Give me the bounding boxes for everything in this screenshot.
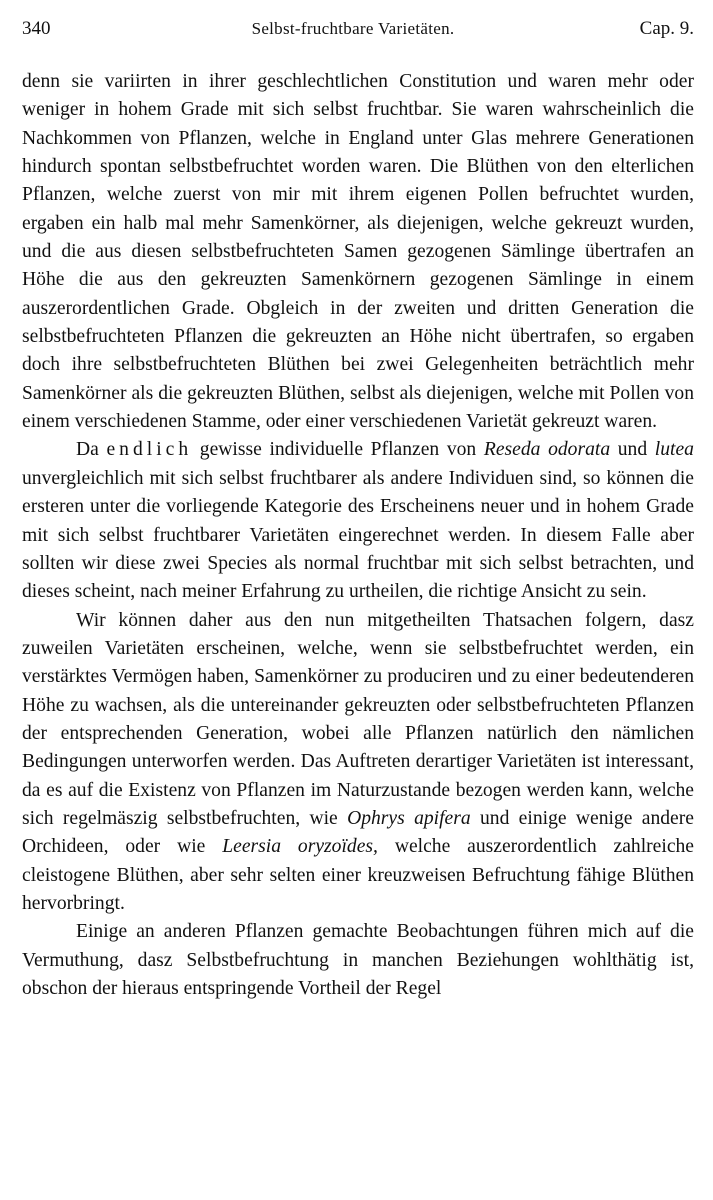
species-leersia-oryzoides: Leersia oryzoïdes, bbox=[222, 836, 378, 858]
paragraph-3-text-e: welche auszerordentlich zahlreiche cleistogene Blüthen, aber sehr selten einer kreuzweisen Befruchtung fähige Blüthen hervorbringt. bbox=[22, 836, 695, 914]
emphasis-endlich: endlich bbox=[106, 439, 193, 461]
species-ophrys-apifera: Ophrys apifera bbox=[347, 807, 471, 829]
paragraph-2 bbox=[22, 436, 694, 606]
species-lutea: lutea bbox=[654, 439, 694, 461]
paragraph-1: denn sie variirten in ihrer geschlechtlichen Constitution und waren mehr oder weniger in hohem Grade mit sich selbst fruchtbar. Sie waren wahrscheinlich die Nachkommen von Pflanzen, welche in England unter Glas mehrere Generationen hindurch spontan selbstbefruchtet worden waren. Die Blüthen von den elterlichen Pflanzen, welche zuerst von mir mit ihrem eigenen Pollen befruchtet wurden, ergaben ein halb mal mehr Samenkörner, als diejenigen, welche gekreuzt wurden, und die aus diesen selbstbefruchteten Samen gezogenen Sämlinge übertrafen an Höhe die aus den gekreuzten Samenkörnern gezogenen Sämlinge in einem auszerordentlichen Grade. Obgleich in der zweiten und dritten Generation die selbstbefruchteten Pflanzen die gekreuzten an Höhe nicht übertrafen, so ergaben doch ihre selbstbefruchteten Blüthen bei zwei Gelegenheiten beträchtlich mehr Samenkörner als die gekreuzten Blüthen, selbst als diejenigen, welche mit Pollen von einem verschiedenen Stamme, oder einer verschiedenen Varietät gekreuzt waren. bbox=[22, 71, 694, 433]
paragraph-4: Einige an anderen Pflanzen gemachte Beobachtungen führen mich auf die Vermuthung, dasz Selbstbefruchtung in manchen Beziehungen wohlthätig ist, obschon der hieraus entspringende Vortheil der Regel bbox=[22, 921, 694, 999]
paragraph-2-text-g: unvergleichlich mit sich selbst fruchtbarer als andere Individuen sind, so können die ersteren unter die vorliegende Kategorie des Erscheinens neuer und in hohem Grade mit sich selbst fruchtbarer Varietäten eingerechnet werden. In diesem Falle aber sollten wir diese zwei Species als normal fruchtbar mit sich selbst betrachten, und dieses scheint, nach meiner Erfahrung zu urtheilen, die richtige Ansicht zu sein. bbox=[22, 467, 694, 603]
paragraph-2-text-e: und bbox=[617, 439, 648, 461]
page-number: 340 bbox=[22, 18, 51, 39]
running-title: Selbst-fruchtbare Varietäten. bbox=[251, 19, 455, 38]
paragraph-2-text-c: gewisse individuelle Pflanzen von bbox=[199, 439, 477, 461]
paragraph-2-text-a: Da bbox=[76, 439, 99, 461]
document-page bbox=[22, 18, 694, 1003]
paragraph-3-text-a: Wir können daher aus den nun mitgetheilten Thatsachen folgern, dasz zuweilen Varietäten erscheinen, welche, wenn sie selbstbefruchtet werden, ein verstärktes Vermögen haben, Samenkörner zu produciren und zu einer bedeutenderen Höhe zu wachsen, als die untereinander gekreuzten oder selbstbefruchteten Pflanzen der entsprechenden Generation, wobei alle Pflanzen natürlich den nämlichen Bedingungen unterworfen werden. Das Auftreten derartiger Varietäten ist interessant, da es auf die Existenz von Pflanzen im Naturzustande bezogen werden kann, welche sich regelmäszig selbstbefruchten, wie bbox=[22, 609, 694, 829]
paragraph-3-text-c: und einige wenige andere Orchideen, oder wie bbox=[22, 807, 694, 858]
paragraph-3 bbox=[22, 607, 694, 919]
species-reseda-odorata: Reseda odorata bbox=[483, 439, 611, 461]
page-header bbox=[22, 18, 694, 48]
chapter-label: Cap. 9. bbox=[639, 18, 694, 39]
